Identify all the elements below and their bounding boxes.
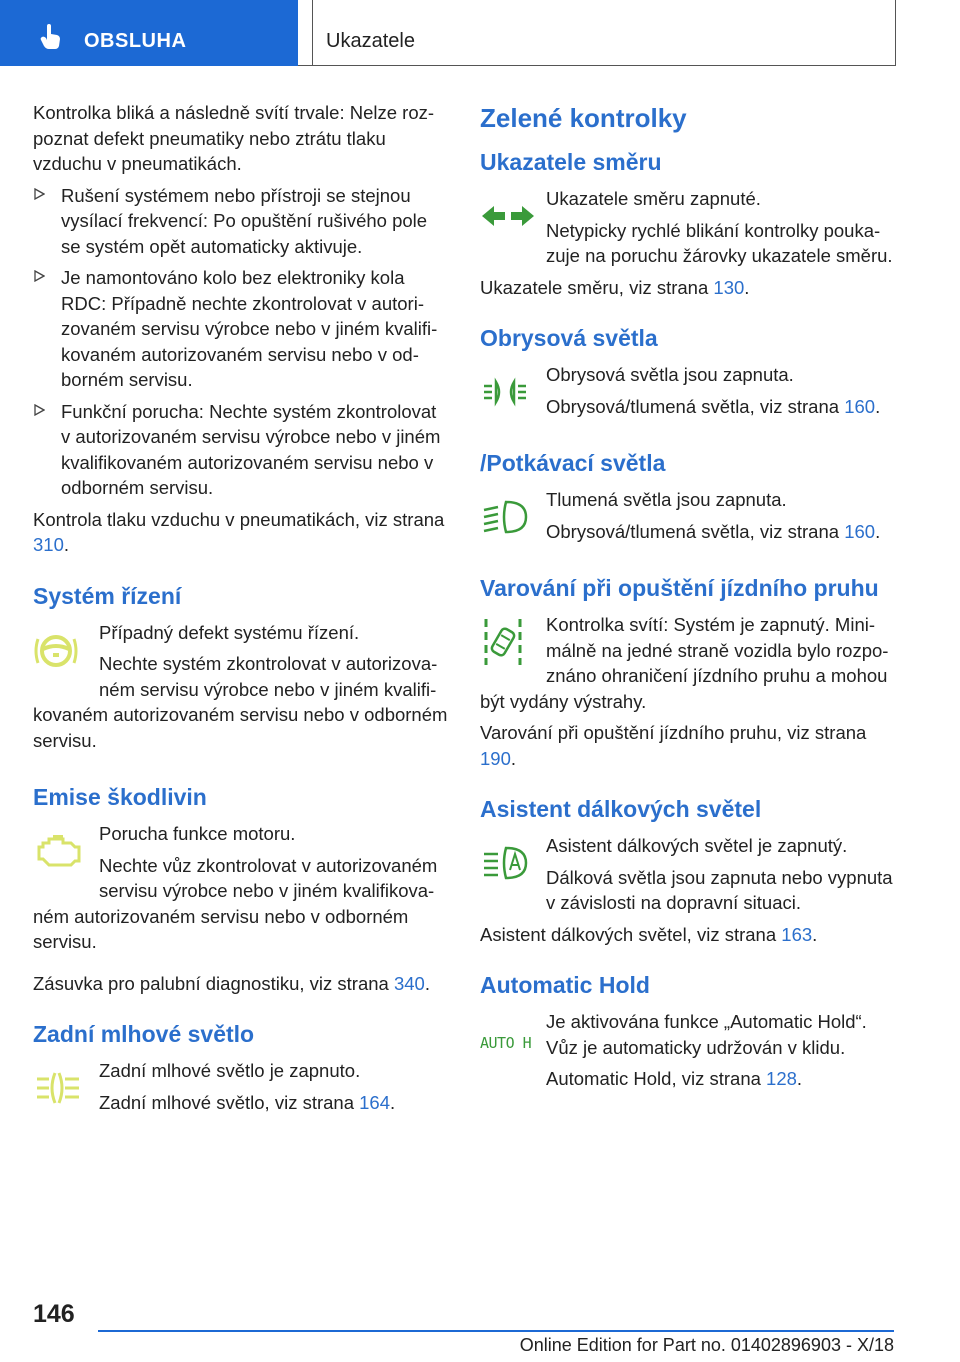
turn-signal-icon-box	[480, 186, 546, 246]
steering-text-2: Nechte systém zkontrolovat v autorizovaném servisu výrobce nebo v jiném kvalifikovaném autorizovaném servisu nebo v odborném servisu.	[33, 653, 448, 751]
page-link[interactable]: 160	[844, 520, 876, 542]
turn-signal-arrows-icon	[480, 202, 536, 230]
page-link[interactable]: 164	[359, 1091, 391, 1113]
page-link[interactable]: 160	[844, 395, 876, 417]
section-heading: Systém řízení	[33, 582, 182, 609]
triangle-bullet-icon	[33, 404, 45, 416]
section-heading: Ukazatele směru	[480, 149, 662, 175]
pressure-reference: Kontrola tlaku vzduchu v pneumatikách, viz strana 310.	[33, 508, 445, 555]
section-label: OBSLUHA	[84, 30, 187, 52]
emissions-text-2: Nechte vůz zkontrolovat v autorizovaném servisu výrobce nebo v jiném kvalifikovaném autorizovaném servisu nebo v odborném servisu.	[33, 854, 438, 952]
page-link[interactable]: 128	[766, 1068, 797, 1089]
rear-fog-icon-box	[33, 1058, 99, 1118]
parking-light-icon-box	[480, 362, 546, 422]
section-heading: Asistent dálkových světel	[480, 796, 762, 822]
autohold-text-1: Je aktivována funkce „Automatic Hold“. Vůz je automaticky udržován v klidu.	[546, 1011, 867, 1058]
check-engine-icon	[33, 831, 85, 871]
page-link[interactable]: 163	[781, 923, 813, 945]
triangle-bullet-icon	[33, 270, 45, 282]
header-end-divider	[895, 0, 896, 66]
steering-warning-icon	[33, 629, 79, 671]
hand-pointer-icon	[40, 24, 62, 50]
low-beam-icon-box	[480, 487, 546, 547]
low-beam-icon	[480, 496, 530, 538]
turn-text-1: Ukazatele směru zapnuté.	[546, 188, 761, 209]
section-heading: Automatic Hold	[480, 972, 650, 998]
section-heading: Obrysová světla	[480, 325, 658, 351]
list-item: Funkční porucha: Nechte systém zkontrolovat v autorizovaném servisu výrobce nebo v jiném kvalifikovaném autorizovaném servisu nebo v odborném servisu.	[33, 399, 448, 501]
page-title: Ukazatele	[326, 30, 415, 52]
steering-warning-icon-box	[33, 620, 99, 680]
fog-reference: Zadní mlhové světlo, viz strana 164.	[99, 1091, 396, 1113]
high-beam-assist-icon	[480, 842, 532, 884]
steering-text-1: Případný defekt systému řízení.	[99, 621, 360, 643]
high-beam-assist-icon-box	[480, 833, 546, 893]
intro-paragraph: Kontrolka bliká a následně svítí trvale: Nelze rozpoznat defekt pneumatiky nebo ztrátu tlaku vzduchu v pneumatikách.	[33, 102, 435, 174]
highbeam-text-1: Asistent dálkových světel je zapnutý.	[546, 835, 848, 856]
footer-rule	[98, 1330, 894, 1332]
page-link[interactable]: 190	[480, 747, 511, 769]
lane-departure-icon	[480, 615, 526, 669]
page-link[interactable]: 340	[393, 972, 425, 994]
lowbeam-text-1: Tlumená světla jsou zapnuta.	[546, 489, 787, 510]
section-heading: Zadní mlhové světlo	[33, 1021, 255, 1047]
page-number: 146	[33, 1300, 75, 1328]
auto-hold-icon: AUTO H	[480, 1034, 532, 1053]
header-divider	[312, 0, 313, 66]
fog-text-1: Zadní mlhové světlo je zapnuto.	[99, 1060, 361, 1081]
edition-note: Online Edition for Part no. 01402896903 - X/18	[519, 1335, 894, 1355]
engine-icon-box	[33, 821, 99, 881]
obd-reference: Zásuvka pro palubní diagnostiku, viz strana 340.	[33, 972, 430, 994]
section-heading: /Potkávací světla	[480, 450, 666, 476]
page-link[interactable]: 310	[33, 534, 64, 555]
page-link[interactable]: 130	[713, 276, 745, 298]
parking-reference: Obrysová/tlumená světla, viz strana 160.	[546, 395, 881, 417]
rear-fog-light-icon	[33, 1067, 83, 1109]
list-item: Rušení systémem nebo přístroji se stejnou vysílací frekvencí: Po opuštění rušivého pole se systém opět automaticky aktivuje.	[33, 183, 448, 260]
turn-text-2: Netypicky rychlé blikání kontrolky poukazuje na poruchu žárovky ukazatele směru.	[546, 219, 893, 266]
right-column	[480, 100, 900, 1098]
left-column	[33, 100, 448, 1121]
parking-text-1: Obrysová světla jsou zapnuta.	[546, 364, 794, 385]
section-heading: Varování při opuštění jízdního pruhu	[480, 575, 879, 601]
triangle-bullet-icon	[33, 188, 45, 200]
section-heading: Emise škodlivin	[33, 784, 207, 810]
lane-reference: Varování při opuštění jízdního pruhu, viz strana 190.	[480, 722, 867, 769]
list-item: Je namontováno kolo bez elektroniky kola RDC: Případně nechte zkontrolovat v autorizovaném servisu výrobce nebo v jiném kvalifikovaném autorizovaném servisu nebo v odborném servisu.	[33, 265, 448, 393]
main-heading: Zelené kontrolky	[480, 103, 687, 133]
emissions-text-1: Porucha funkce motoru.	[99, 823, 296, 844]
lane-text-1: Kontrolka svítí: Systém je zapnutý. Minimálně na jedné straně vozidla bylo rozpoznáno ohraničení jízdního pruhu a mohou být vydány výstrahy.	[480, 614, 889, 712]
autohold-reference: Automatic Hold, viz strana 128.	[546, 1068, 803, 1089]
auto-hold-icon-box	[480, 1009, 546, 1079]
turn-reference: Ukazatele směru, viz strana 130.	[480, 276, 750, 298]
lane-departure-icon-box	[480, 612, 546, 672]
highbeam-text-2: Dálková světla jsou zapnuta nebo vypnuta v závislosti na dopravní situaci.	[546, 866, 893, 913]
parking-lights-icon	[480, 377, 532, 407]
section-tab[interactable]	[0, 0, 298, 66]
lowbeam-reference: Obrysová/tlumená světla, viz strana 160.	[546, 520, 881, 542]
highbeam-reference: Asistent dálkových světel, viz strana 163.	[480, 923, 818, 945]
header-rule	[298, 65, 896, 66]
